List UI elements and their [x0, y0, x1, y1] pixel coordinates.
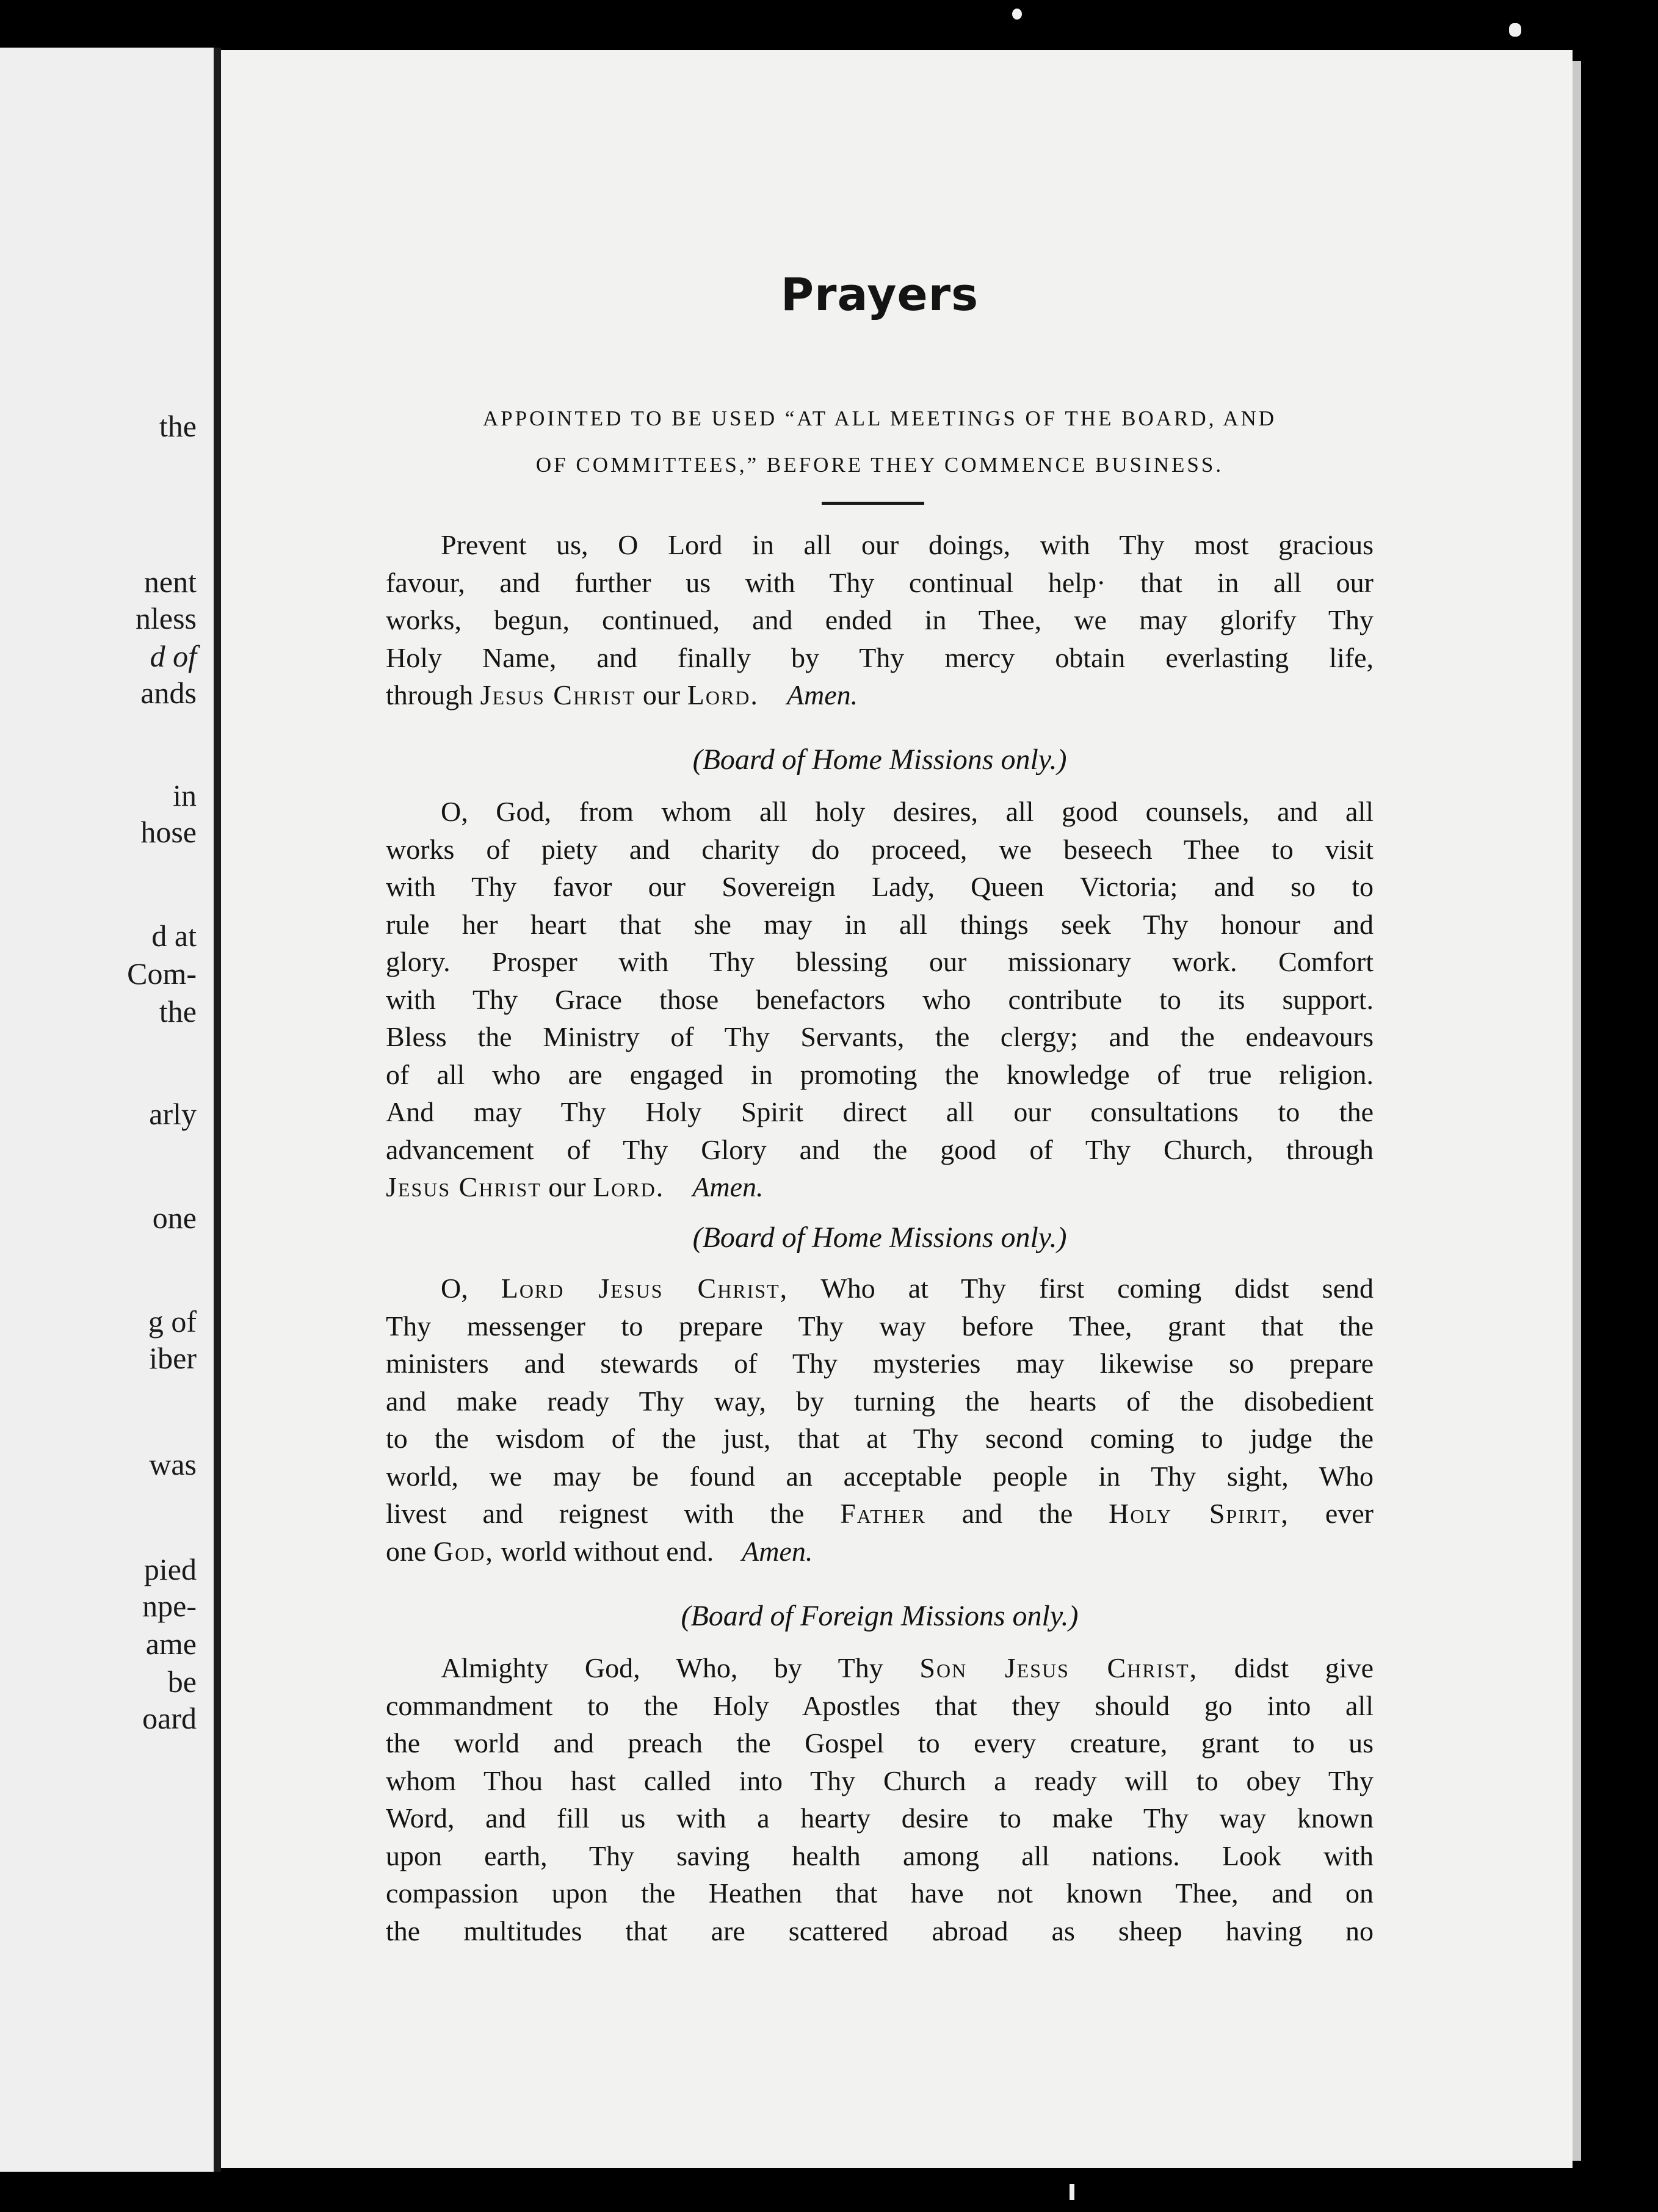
left-fragment: npe-	[142, 1589, 197, 1623]
text-run: Almighty God, Who, by Thy	[441, 1652, 920, 1683]
amen: Amen.	[742, 1535, 813, 1567]
text-run: through	[386, 679, 480, 710]
prayer-line: Thy messenger to prepare Thy way before Thee, grant that the	[386, 1310, 1374, 1342]
amen: Amen.	[692, 1171, 764, 1202]
text-run: Jesus Christ	[386, 1171, 541, 1202]
prayer-home-missions-2	[386, 1270, 1374, 1570]
prayer-line: glory. Prosper with Thy blessing our missionary work. Comfort	[386, 946, 1374, 977]
prayer-line: works, begun, continued, and ended in Thee, we may glorify Thy	[386, 604, 1374, 635]
text-run: our	[635, 679, 687, 710]
left-fragment: the	[159, 409, 197, 443]
prayer-line	[386, 1533, 1374, 1570]
left-fragment: the	[159, 994, 197, 1028]
left-fragment: ands	[140, 676, 197, 710]
prayer-line: ministers and stewards of Thy mysteries may likewise so prepare	[386, 1348, 1374, 1379]
left-fragment: hose	[140, 815, 197, 849]
text-run: and the	[925, 1498, 1109, 1529]
text-run: Who at Thy first coming didst send	[788, 1273, 1374, 1304]
left-fragment: iber	[149, 1341, 197, 1375]
scan-speck	[1012, 9, 1022, 20]
prayer-line: compassion upon the Heathen that have not known Thee, and on	[386, 1878, 1374, 1909]
prayer-line: world, we may be found an acceptable people in Thy sight, Who	[386, 1460, 1374, 1492]
text-run: Jesus Christ	[480, 679, 636, 710]
left-fragment: d at	[151, 919, 197, 953]
prayer-line	[386, 1270, 1374, 1307]
left-fragment: g of	[148, 1304, 197, 1339]
section-heading: (Board of Foreign Missions only.)	[681, 1600, 1079, 1632]
prayer-home-missions-1	[386, 793, 1374, 1206]
left-fragment: one	[152, 1201, 197, 1235]
prayer-line: with Thy favor our Sovereign Lady, Queen Victoria; and so to	[386, 871, 1374, 902]
prayer-line: Word, and fill us with a hearty desire to make Thy way known	[386, 1802, 1374, 1834]
prayer-line: rule her heart that she may in all things seek Thy honour and	[386, 908, 1374, 940]
section-heading: (Board of Home Missions only.)	[692, 1221, 1067, 1254]
subtitle-line: OF COMMITTEES,” BEFORE THEY COMMENCE BUSINESS.	[535, 453, 1224, 477]
left-fragment: was	[149, 1447, 197, 1481]
text-run: Father	[840, 1498, 926, 1529]
facing-page-fragment	[0, 48, 214, 2172]
page-edge	[1573, 61, 1581, 2161]
prayer-line: commandment to the Holy Apostles that they should go into all	[386, 1690, 1374, 1721]
text-run: ever	[1289, 1498, 1374, 1529]
left-fragment: nent	[143, 565, 197, 599]
left-fragment: Com-	[127, 956, 197, 991]
text-run: Son Jesus Christ,	[919, 1652, 1198, 1683]
prayer-line: with Thy Grace those benefactors who contribute to its support.	[386, 983, 1374, 1015]
subtitle-line: APPOINTED TO BE USED “AT ALL MEETINGS OF THE BOARD, AND	[482, 407, 1277, 430]
text-run: livest and reignest with the	[386, 1498, 841, 1529]
left-fragment: arly	[149, 1097, 197, 1131]
book-gutter	[214, 48, 221, 2172]
left-fragment: nless	[136, 601, 197, 635]
page-title: Prayers	[780, 269, 979, 321]
amen: Amen.	[786, 679, 858, 710]
prayer-line	[386, 1649, 1374, 1687]
prayer-line	[386, 676, 1374, 714]
prayer-line: O, God, from whom all holy desires, all good counsels, and all	[441, 796, 1374, 827]
left-fragment: be	[167, 1664, 197, 1699]
prayer-general	[386, 526, 1374, 714]
left-fragment: pied	[143, 1552, 197, 1586]
prayer-line: Holy Name, and finally by Thy mercy obtain everlasting life,	[386, 642, 1374, 673]
text-run: didst give	[1198, 1652, 1374, 1683]
prayer-line: of all who are engaged in promoting the knowledge of true religion.	[386, 1058, 1374, 1090]
text-run: Lord.	[593, 1171, 665, 1202]
prayer-line: works of piety and charity do proceed, we beseech Thee to visit	[386, 833, 1374, 865]
text-run: God,	[433, 1535, 494, 1567]
page-subtitle	[386, 396, 1374, 488]
prayer-line: whom Thou hast called into Thy Church a ready will to obey Thy	[386, 1765, 1374, 1796]
page	[221, 50, 1573, 2168]
prayer-line	[386, 1168, 1374, 1206]
prayer-line: upon earth, Thy saving health among all nations. Look with	[386, 1840, 1374, 1871]
prayer-line: advancement of Thy Glory and the good of Thy Church, through	[386, 1133, 1374, 1165]
scan-speck	[1070, 2184, 1074, 2200]
prayer-line	[386, 1495, 1374, 1533]
text-run: Lord.	[687, 679, 759, 710]
left-fragment: in	[173, 778, 197, 812]
prayer-line: Prevent us, O Lord in all our doings, with Thy most gracious	[441, 529, 1374, 560]
prayer-foreign-missions	[386, 1649, 1374, 1950]
left-fragment: oard	[142, 1701, 197, 1735]
text-run: our	[541, 1171, 593, 1202]
prayer-line: And may Thy Holy Spirit direct all our consultations to the	[386, 1096, 1374, 1127]
prayer-line: favour, and further us with Thy continual help· that in all our	[386, 566, 1374, 598]
scan-speck	[1509, 23, 1521, 37]
text-run: Holy Spirit,	[1109, 1498, 1289, 1529]
text-run: O,	[441, 1273, 501, 1304]
left-fragment: ame	[145, 1627, 197, 1661]
section-heading: (Board of Home Missions only.)	[692, 743, 1067, 776]
text-run: one	[386, 1535, 433, 1567]
prayer-line: the multitudes that are scattered abroad as sheep having no	[386, 1915, 1374, 1946]
title-rule	[822, 502, 924, 505]
prayer-line: and make ready Thy way, by turning the hearts of the disobedient	[386, 1385, 1374, 1417]
prayer-line: to the wisdom of the just, that at Thy second coming to judge the	[386, 1423, 1374, 1454]
text-run: world without end.	[493, 1535, 714, 1567]
left-fragment: d of	[150, 639, 197, 673]
text-run: Lord Jesus Christ,	[501, 1273, 789, 1304]
prayer-line: the world and preach the Gospel to every creature, grant to us	[386, 1727, 1374, 1758]
prayer-line: Bless the Ministry of Thy Servants, the clergy; and the endeavours	[386, 1021, 1374, 1052]
